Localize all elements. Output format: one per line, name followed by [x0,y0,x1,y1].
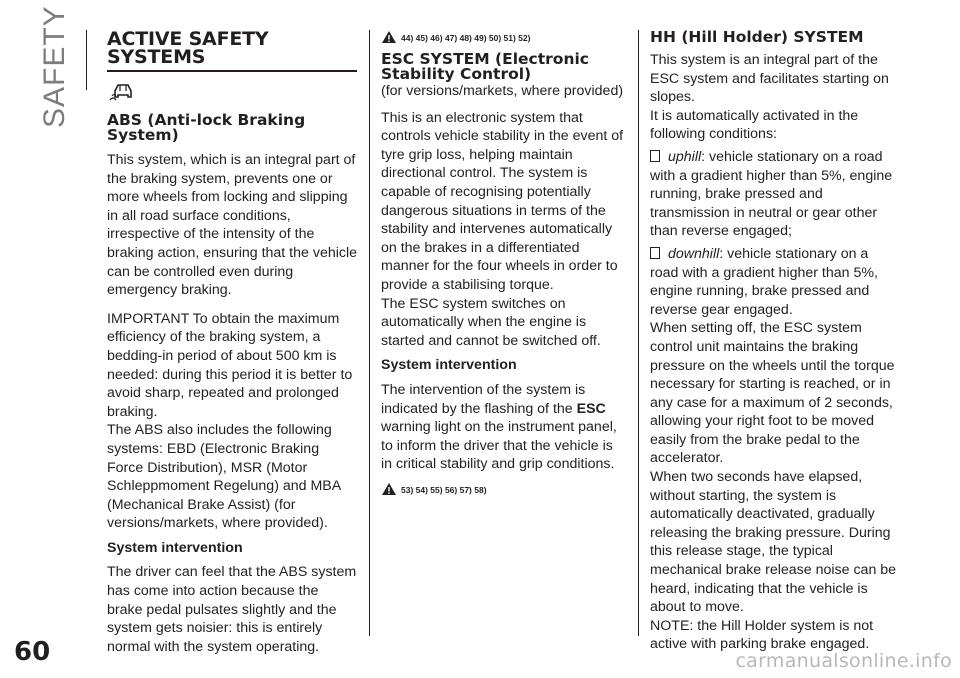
warning-refs-bottom [381,482,626,498]
esc-heading: ESC SYSTEM (Electronic Stability Control) [381,50,589,83]
column-2 [381,30,626,498]
warning-refs-top-text: 44) 45) 46) 47) 48) 49) 50) 51) 52) [401,33,531,43]
car-skid-icon [109,82,357,107]
hh-paragraph-3: When setting off, the ESC system control unit maintains the braking pressure on the wheels until the torque necessary for starting is reached, or in any case for a maximum of 2 seconds, allowing your right foot to be moved easily from the brake pedal to the accelerator. [650,320,895,467]
warning-triangle-icon [381,30,397,46]
esc-paragraph-2: The ESC system switches on automatically when the engine is started and cannot be switched off. [381,295,601,349]
abs-subheading-intervention: System intervention [107,539,243,556]
hh-paragraph-4: When two seconds have elapsed, without starting, the system is automatically deactivated, gradually releasing the braking pressure. During this release stage, the typical mechanical brake release noise can be heard, indicating that the vehicle is about to move. [650,469,897,616]
bullet-text-uphill: : vehicle stationary on a road with a gradient higher than 5%, engine running, brake pressed and transmission in neutral or gear other than reverse engaged; [650,148,893,240]
hh-heading: HH (Hill Holder) SYSTEM [650,28,864,46]
watermark: carmanualsonline.info [735,650,952,672]
esc-availability-note: (for versions/markets, where provided) [381,83,624,99]
hh-paragraph-5: NOTE: the Hill Holder system is not active with parking brake engaged. [650,617,874,653]
abs-paragraph-1: This system, which is an integral part of the braking system, prevents one or more wheels from locking and slipping in all road surface conditions, irrespective of the intensity of the braking action, ensuring that the vehicle can be controlled even during emergency braking. [107,152,358,299]
abs-paragraph-3: The ABS also includes the following systems: EBD (Electronic Braking Force Distribution), MSR (Motor Schleppmoment Regelung) and MBA (Mechanical Brake Assist) (for versions/markets, where provided). [107,422,341,532]
hh-paragraph-2: It is automatically activated in the following conditions: [650,107,859,143]
esc-subheading-intervention: System intervention [381,357,517,374]
hh-paragraph-1: This system is an integral part of the ESC system and facilitates starting on slopes. [650,52,889,106]
esc-warning-light-label: ESC [576,400,606,417]
section-label-text: SAFETY [38,5,71,128]
section-title: ACTIVE SAFETY SYSTEMS [107,28,269,68]
side-divider [86,30,87,90]
esc-p3-end: warning light on the instrument panel, to inform the driver that the vehicle is in critical stability and grip conditions. [381,419,617,473]
bullet-term-uphill: uphill [668,148,702,165]
esc-paragraph-1: This is an electronic system that controls vehicle stability in the event of tyre grip loss, helping maintain directional control. The system is capable of recognising potentially dangerous situations in terms of the stability and intervenes automatically on the brakes in a differentiated manner for the four wheels in order to provide a stabilising torque. [381,109,624,293]
section-side-label [4,5,71,132]
bullet-box-icon [650,150,660,162]
warning-refs-bottom-text: 53) 54) 55) 56) 57) 58) [401,484,487,495]
abs-important-note: IMPORTANT To obtain the maximum efficiency of the braking system, a bedding-in period of about 500 km is needed: during this period it is better to avoid sharp, repeated and prolonged braking. [107,310,353,420]
bullet-box-icon [650,247,660,259]
warning-refs-top [381,30,626,46]
warning-triangle-icon [381,482,397,498]
abs-paragraph-4: The driver can feel that the ABS system has come into action because the brake pedal pulsates slightly and the system gets noisier: this is entirely normal with the system operating. [107,564,357,655]
page-number: 60 [14,637,51,667]
abs-heading: ABS (Anti-lock Braking System) [107,111,306,144]
section-title-block [107,30,357,72]
column-divider-2 [638,30,639,636]
bullet-text-downhill: : vehicle stationary on a road with a gradient higher than 5%, engine running, brake pressed and reverse gear engaged. [650,245,878,318]
hh-bullet-downhill [650,245,900,319]
esc-paragraph-3 [381,381,626,474]
hh-bullet-uphill [650,148,900,241]
bullet-term-downhill: downhill [668,245,720,262]
esc-p3-start: The intervention of the system is indicated by the flashing of the [381,381,586,417]
column-3 [650,30,900,654]
column-divider-1 [369,30,370,636]
column-1 [107,30,357,656]
